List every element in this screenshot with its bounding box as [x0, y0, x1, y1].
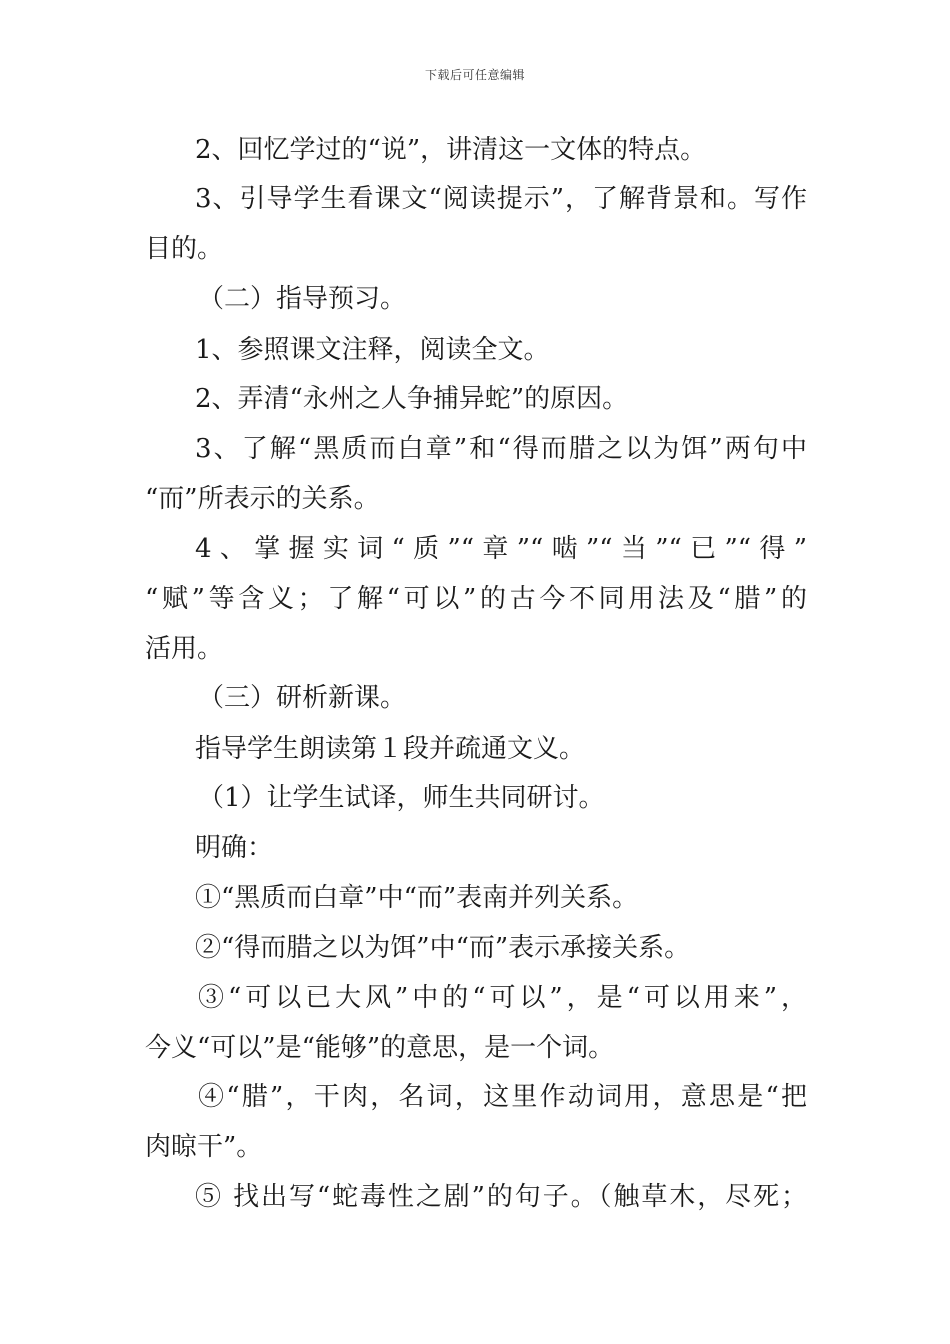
text-line: ⑤ 找出写“蛇毒性之剧”的句子。（触草木，尽死；	[195, 1182, 807, 1212]
text-line: 指导学生朗读第１段并疏通文义。	[195, 734, 586, 764]
text-line: 3、引导学生看课文“阅读提示”，了解背景和。写作	[195, 184, 807, 214]
text-line: 明确：	[195, 833, 274, 863]
text-line: 活用。	[145, 634, 224, 664]
text-line: ②“得而腊之以为饵”中“而”表示承接关系。	[195, 933, 691, 963]
text-line: 今义“可以”是“能够”的意思，是一个词。	[145, 1033, 615, 1063]
section-heading: （二）指导预习。	[198, 284, 407, 314]
text-line: ①“黑质而白章”中“而”表南并列关系。	[195, 883, 639, 913]
text-line: 4、掌握实词“质”“章”“啮”“当”“已”“得”	[195, 534, 807, 564]
text-line: 目的。	[145, 234, 224, 264]
text-line: 2、弄清“永州之人争捕异蛇”的原因。	[195, 384, 629, 414]
page-header: 下载后可任意编辑	[424, 68, 525, 82]
text-line: （1）让学生试译，师生共同研讨。	[198, 783, 605, 813]
text-line: “赋”等含义；了解“可以”的古今不同用法及“腊”的	[145, 584, 807, 614]
text-line: 3、了解“黑质而白章”和“得而腊之以为饵”两句中	[195, 434, 807, 464]
text-line: “而”所表示的关系。	[145, 484, 380, 514]
text-line: 肉晾干”。	[145, 1132, 263, 1162]
text-line: 2、回忆学过的“说”，讲清这一文体的特点。	[195, 135, 707, 165]
text-line: ④“腊”，干肉，名词，这里作动词用，意思是“把	[198, 1082, 807, 1112]
text-line: 1、参照课文注释，阅读全文。	[195, 335, 550, 365]
section-heading: （三）研析新课。	[198, 683, 407, 713]
text-line: ③“可以已大风”中的“可以”，是“可以用来”，	[198, 983, 807, 1013]
